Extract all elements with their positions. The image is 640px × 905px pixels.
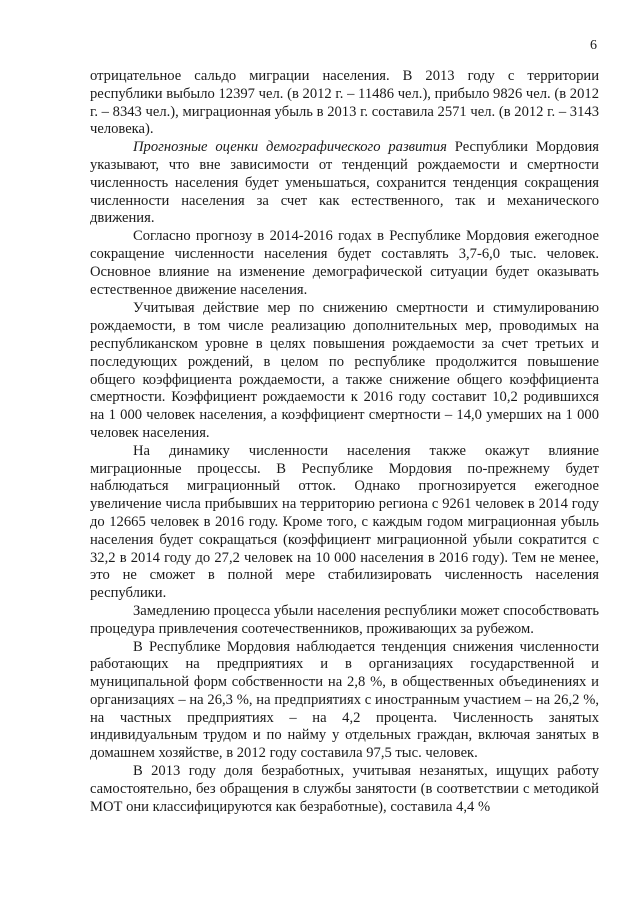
forecast-italic-heading: Прогнозные оценки демографического развития <box>133 139 447 156</box>
paragraph-birth-death-measures: Учитывая действие мер по снижению смертности и стимулированию рождаемости, в том числе реализацию дополнительных мер, проводимых на республиканском уровне в целях повышения рождаемости за счет третьих и последующих рождений, в целом по республике продолжится повышение общего коэффициента рождаемости, а также снижение общего коэффициента смертности. Коэффициент рождаемости к 2016 году составит 10,2 родившихся на 1 000 человек населения, а коэффициент смертности – 14,0 умерших на 1 000 человек населения. <box>90 300 599 441</box>
paragraph-forecast-2014-2016: Согласно прогнозу в 2014-2016 годах в Республике Мордовия ежегодное сокращение численности населения будет составлять 3,7-6,0 тыс. человек. Основное влияние на изменение демографической ситуации будет оказывать естественное движение населения. <box>90 228 599 298</box>
forecast-text: Республики Мордовия указывают, что вне зависимости от тенденций рождаемости и смертности численность населения будет уменьшаться, сохранится тенденция сокращения численности населения за счет как естественного, так и механического движения. <box>90 139 599 227</box>
document-body <box>90 68 599 816</box>
paragraph-migration-dynamics: На динамику численности населения также окажут влияние миграционные процессы. В Республике Мордовия по-прежнему будет наблюдаться миграционный отток. Однако прогнозируется ежегодное увеличение числа прибывших на территорию региона с 9261 человек в 2014 году до 12665 человек в 2016 году. Кроме того, с каждым годом миграционная убыль населения будет сокращаться (коэффициент миграционной убыли сократится с 32,2 в 2014 году до 27,2 человек на 10 000 населения в 2016 году). Тем не менее, это не сможет в полной мере стабилизировать численность населения республики. <box>90 442 599 602</box>
paragraph-migration-balance: отрицательное сальдо миграции населения. В 2013 году с территории республики выбыло 12397 чел. (в 2012 г. – 11486 чел.), прибыло 9826 чел. (в 2012 г. – 8343 чел.), миграционная убыль в 2013 г. составила 2571 чел. (в 2012 г. – 3143 человека). <box>90 68 599 138</box>
paragraph-unemployment-2013: В 2013 году доля безработных, учитывая незанятых, ищущих работу самостоятельно, без обращения в службы занятости (в соответствии с методикой МОТ они классифицируются как безработные), составила 4,4 % <box>90 763 599 815</box>
paragraph-demographic-forecast <box>90 139 599 228</box>
paragraph-employment-trend: В Республике Мордовия наблюдается тенденция снижения численности работающих на предприятиях и в организациях государственной и муниципальной форм собственности на 2,8 %, в общественных объединениях и организациях – на 26,3 %, на предприятиях с иностранным участием – на 26,2 %, на частных предприятиях – на 4,2 процента. Численность занятых индивидуальным трудом и по найму у отдельных граждан, включая занятых в домашнем хозяйстве, в 2012 году составила 97,5 тыс. человек. <box>90 638 599 762</box>
page-number: 6 <box>590 38 597 53</box>
paragraph-compatriots: Замедлению процесса убыли населения республики может способствовать процедура привлечения соотечественников, проживающих за рубежом. <box>90 602 599 637</box>
